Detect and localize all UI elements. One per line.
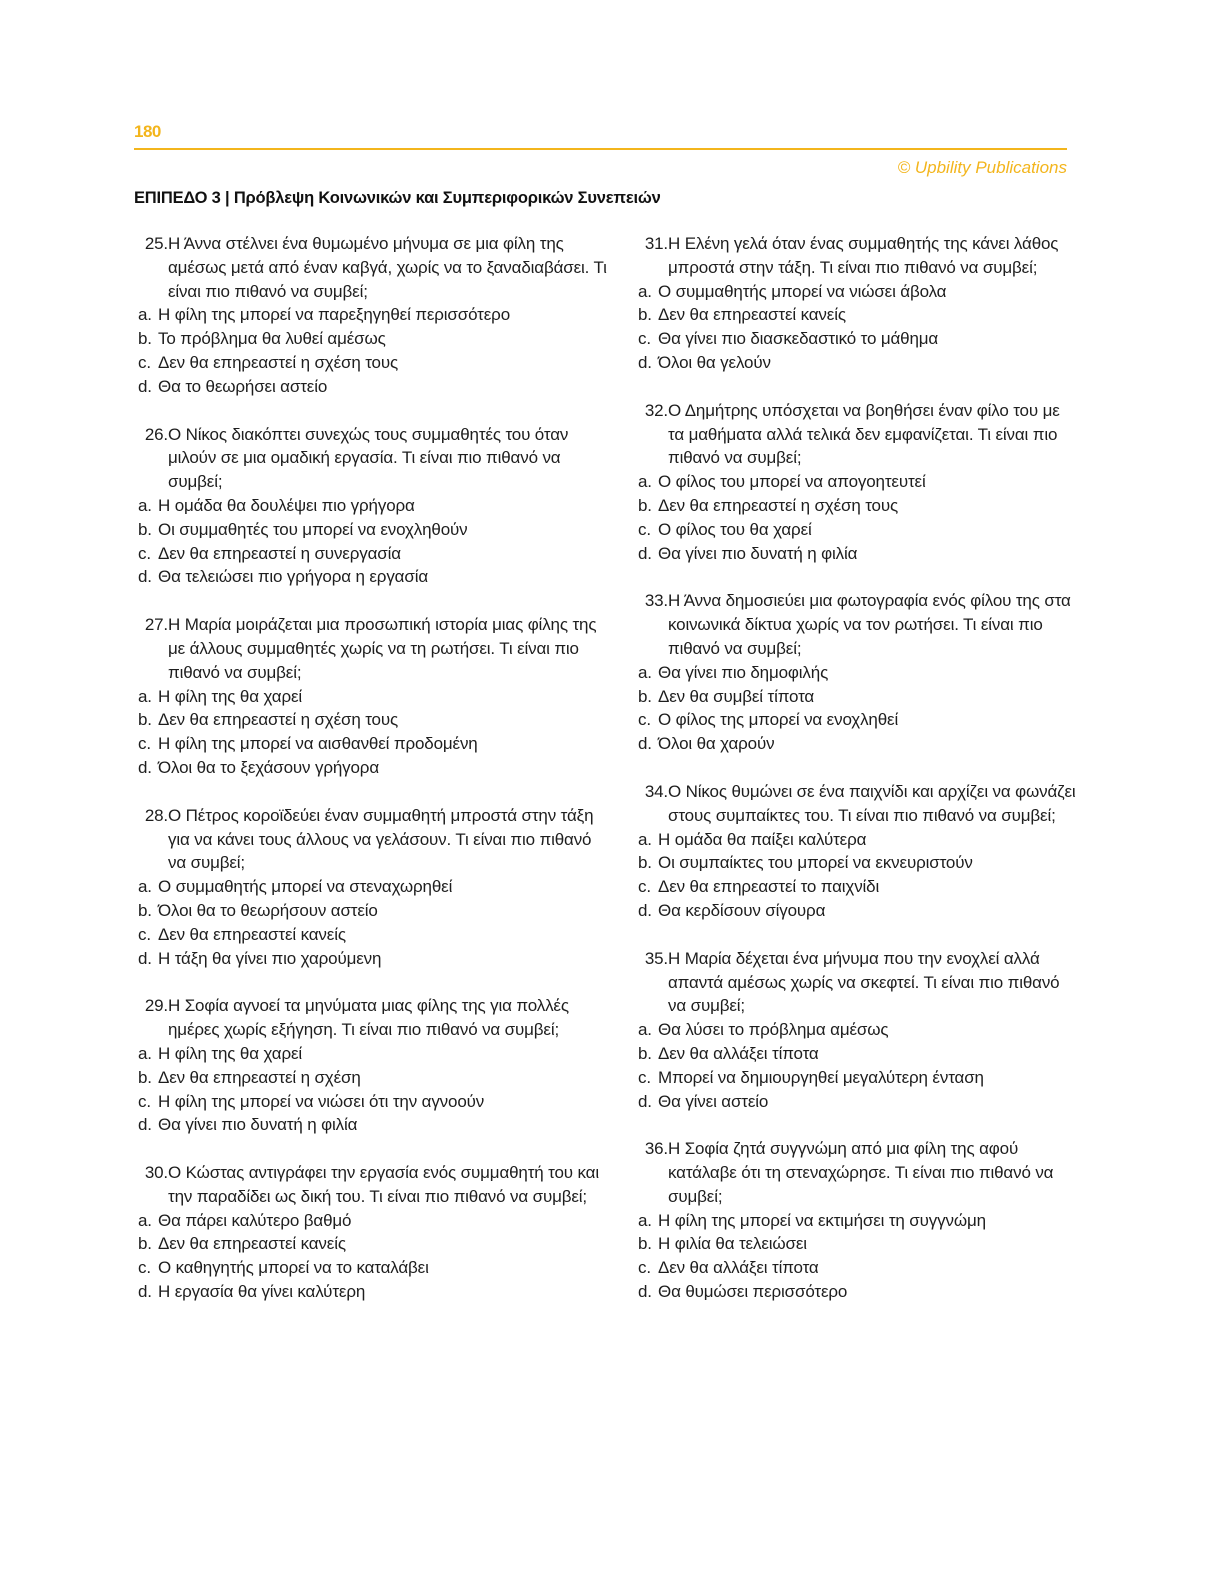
answer-option [138, 542, 608, 566]
answer-option [138, 923, 608, 947]
answer-option [138, 899, 608, 923]
option-text: Η φίλη της θα χαρεί [158, 1043, 303, 1063]
question-text: Η Άννα στέλνει ένα θυμωμένο μήνυμα σε μια φίλη της αμέσως μετά από έναν καβγά, χωρίς να το ξαναδιαβάσει. Τι είναι πιο πιθανό να συμβεί; [168, 234, 607, 301]
answer-option [138, 518, 608, 542]
answer-option [138, 565, 608, 589]
right-question-column [638, 232, 1078, 1328]
question-stem [138, 232, 608, 303]
answer-options [638, 1209, 1078, 1304]
option-text: Θα τελειώσει πιο γρήγορα η εργασία [158, 567, 429, 587]
option-text: Όλοι θα το ξεχάσουν γρήγορα [158, 757, 380, 777]
option-text: Θα λύσει το πρόβλημα αμέσως [658, 1020, 889, 1040]
option-letter: a. [638, 472, 652, 492]
question-text: Η Μαρία δέχεται ένα μήνυμα που την ενοχλεί αλλά απαντά αμέσως χωρίς να σκεφτεί. Τι είναι πιο πιθανό να συμβεί; [668, 948, 1060, 1016]
option-text: Μπορεί να δημιουργηθεί μεγαλύτερη ένταση [658, 1067, 984, 1087]
option-text: Θα το θεωρήσει αστείο [158, 376, 328, 396]
question-text: Η Σοφία ζητά συγγνώμη από μια φίλη της αφού κατάλαβε ότι τη στεναχώρησε. Τι είναι πιο πιθανό να συμβεί; [668, 1139, 1054, 1206]
option-letter: a. [638, 662, 652, 682]
option-letter: a. [138, 305, 152, 325]
option-letter: c. [638, 877, 651, 897]
option-text: Η φιλία θα τελειώσει [658, 1234, 807, 1254]
option-text: Η φίλη της μπορεί να εκτιμήσει τη συγγνώμη [658, 1210, 986, 1230]
answer-option [638, 1280, 1078, 1304]
option-text: Δεν θα επηρεαστεί η σχέση [158, 1067, 361, 1087]
answer-options [138, 1209, 608, 1304]
question-number: 29. [144, 996, 168, 1016]
answer-option [638, 851, 1078, 875]
option-letter: b. [638, 1043, 652, 1063]
option-letter: a. [138, 877, 152, 897]
question-number: 31. [644, 234, 668, 253]
option-letter: b. [638, 305, 652, 325]
option-text: Ο συμμαθητής μπορεί να στεναχωρηθεί [158, 877, 453, 897]
option-text: Ο καθηγητής μπορεί να το καταλάβει [158, 1258, 429, 1278]
option-text: Η φίλη της μπορεί να νιώσει ότι την αγνοούν [158, 1091, 485, 1111]
question-number: 35. [644, 948, 668, 968]
option-text: Θα πάρει καλύτερο βαθμό [158, 1210, 352, 1230]
answer-option [638, 1256, 1078, 1280]
answer-option [138, 375, 608, 399]
option-letter: d. [138, 376, 152, 396]
option-letter: b. [138, 900, 152, 920]
answer-option [138, 947, 608, 971]
answer-option [638, 470, 1078, 494]
option-text: Ο φίλος της μπορεί να ενοχληθεί [658, 710, 899, 730]
option-letter: d. [638, 352, 652, 372]
question-stem [638, 947, 1078, 1018]
option-letter: c. [638, 710, 651, 730]
question-item [138, 994, 608, 1137]
question-text: Ο Δημήτρης υπόσχεται να βοηθήσει έναν φίλο του με τα μαθήματα αλλά τελικά δεν εμφανίζεται. Τι είναι πιο πιθανό να συμβεί; [668, 400, 1060, 468]
answer-option [138, 351, 608, 375]
option-letter: c. [138, 734, 151, 754]
answer-options [138, 685, 608, 780]
option-text: Οι συμπαίκτες του μπορεί να εκνευριστούν [658, 853, 973, 873]
question-item [638, 947, 1078, 1114]
question-item [638, 780, 1078, 923]
answer-options [138, 494, 608, 589]
option-letter: d. [138, 757, 152, 777]
option-letter: a. [138, 686, 152, 706]
answer-option [138, 1232, 608, 1256]
header-rule [134, 148, 1067, 150]
option-letter: c. [638, 329, 651, 349]
question-stem [138, 1161, 608, 1209]
page-number: 180 [134, 122, 161, 141]
answer-option [638, 542, 1078, 566]
option-text: Θα γίνει πιο δημοφιλής [658, 662, 829, 682]
question-number: 36. [644, 1139, 668, 1159]
option-text: Θα γίνει αστείο [658, 1091, 769, 1111]
option-text: Δεν θα επηρεαστεί η σχέση τους [158, 352, 399, 372]
option-letter: c. [138, 352, 151, 372]
answer-option [638, 1042, 1078, 1066]
option-letter: d. [638, 1091, 652, 1111]
answer-option [138, 875, 608, 899]
question-stem [638, 232, 1078, 280]
question-number: 25. [144, 234, 168, 253]
answer-options [638, 828, 1078, 923]
question-text: Η Μαρία μοιράζεται μια προσωπική ιστορία μιας φίλης της με άλλους συμμαθητές χωρίς να τη ρωτήσει. Τι είναι πιο πιθανό να συμβεί; [168, 615, 597, 682]
answer-option [638, 1209, 1078, 1233]
question-stem [638, 399, 1078, 470]
question-number: 32. [644, 400, 668, 420]
answer-option [138, 1090, 608, 1114]
option-letter: b. [138, 1234, 152, 1254]
question-stem [638, 780, 1078, 828]
option-text: Ο φίλος του θα χαρεί [658, 519, 812, 539]
answer-option [138, 708, 608, 732]
option-letter: c. [638, 519, 651, 539]
option-letter: c. [138, 1258, 151, 1278]
answer-option [138, 327, 608, 351]
question-item [638, 399, 1078, 566]
option-text: Θα θυμώσει περισσότερο [658, 1282, 848, 1302]
answer-options [638, 1018, 1078, 1113]
answer-options [638, 280, 1078, 375]
answer-options [638, 661, 1078, 756]
question-stem [138, 423, 608, 494]
answer-option [138, 303, 608, 327]
question-item [638, 589, 1078, 756]
answer-option [638, 1090, 1078, 1114]
answer-option [638, 899, 1078, 923]
option-text: Δεν θα επηρεαστεί κανείς [658, 305, 846, 325]
question-item [638, 1137, 1078, 1304]
answer-option [138, 494, 608, 518]
option-letter: d. [638, 1282, 652, 1302]
answer-option [638, 1018, 1078, 1042]
option-text: Όλοι θα γελούν [658, 352, 771, 372]
left-question-column [138, 232, 608, 1328]
option-text: Δεν θα αλλάξει τίποτα [658, 1258, 819, 1278]
option-text: Οι συμμαθητές του μπορεί να ενοχληθούν [158, 519, 468, 539]
option-text: Δεν θα επηρεαστεί κανείς [158, 924, 346, 944]
option-letter: a. [138, 495, 152, 515]
answer-option [638, 732, 1078, 756]
option-letter: a. [638, 829, 652, 849]
question-item [138, 232, 608, 399]
option-letter: b. [138, 710, 152, 730]
option-text: Η ομάδα θα παίξει καλύτερα [658, 829, 867, 849]
answer-option [638, 351, 1078, 375]
question-stem [138, 613, 608, 684]
option-letter: d. [138, 948, 152, 968]
option-letter: c. [638, 1067, 651, 1087]
question-text: Ο Νίκος διακόπτει συνεχώς τους συμμαθητές του όταν μιλούν σε μια ομαδική εργασία. Τι είναι πιο πιθανό να συμβεί; [168, 424, 569, 492]
option-text: Η εργασία θα γίνει καλύτερη [158, 1282, 366, 1302]
option-text: Το πρόβλημα θα λυθεί αμέσως [158, 329, 386, 349]
option-text: Δεν θα επηρεαστεί η συνεργασία [158, 543, 401, 563]
answer-option [138, 1209, 608, 1233]
question-number: 34. [644, 781, 668, 801]
option-letter: c. [138, 1091, 151, 1111]
option-letter: d. [638, 734, 652, 754]
option-text: Δεν θα αλλάξει τίποτα [658, 1043, 819, 1063]
option-text: Δεν θα επηρεαστεί κανείς [158, 1234, 346, 1254]
copyright-notice: © Upbility Publications [897, 158, 1067, 177]
question-item [138, 804, 608, 971]
option-letter: d. [638, 900, 652, 920]
option-letter: d. [638, 543, 652, 563]
answer-option [638, 327, 1078, 351]
question-number: 33. [644, 591, 668, 611]
section-title: ΕΠΙΠΕΔΟ 3 | Πρόβλεψη Κοινωνικών και Συμπεριφορικών Συνεπειών [134, 189, 661, 207]
question-text: Η Άννα δημοσιεύει μια φωτογραφία ενός φίλου της στα κοινωνικά δίκτυα χωρίς να τον ρωτήσει. Τι είναι πιο πιθανό να συμβεί; [668, 591, 1071, 658]
answer-option [138, 1280, 608, 1304]
question-item [638, 232, 1078, 375]
answer-option [638, 828, 1078, 852]
option-text: Θα γίνει πιο δυνατή η φιλία [658, 543, 858, 563]
answer-option [638, 685, 1078, 709]
option-letter: a. [638, 1210, 652, 1230]
question-number: 30. [144, 1163, 168, 1183]
answer-option [138, 1256, 608, 1280]
question-stem [638, 589, 1078, 660]
question-text: Ο Νίκος θυμώνει σε ένα παιχνίδι και αρχίζει να φωνάζει στους συμπαίκτες του. Τι είναι πιο πιθανό να συμβεί; [668, 781, 1076, 825]
answer-option [638, 1066, 1078, 1090]
question-item [138, 1161, 608, 1304]
option-text: Όλοι θα χαρούν [658, 734, 775, 754]
question-number: 28. [144, 805, 168, 825]
question-text: Η Ελένη γελά όταν ένας συμμαθητής της κάνει λάθος μπροστά στην τάξη. Τι είναι πιο πιθανό να συμβεί; [668, 234, 1059, 277]
question-item [138, 423, 608, 590]
answer-option [638, 518, 1078, 542]
option-letter: c. [138, 543, 151, 563]
option-text: Δεν θα επηρεαστεί το παιχνίδι [658, 877, 880, 897]
answer-option [638, 494, 1078, 518]
question-text: Ο Κώστας αντιγράφει την εργασία ενός συμμαθητή του και την παραδίδει ως δική του. Τι είναι πιο πιθανό να συμβεί; [168, 1163, 599, 1206]
option-letter: c. [138, 924, 151, 944]
option-letter: b. [638, 853, 652, 873]
option-letter: b. [638, 495, 652, 515]
answer-options [138, 303, 608, 398]
question-stem [138, 804, 608, 875]
option-letter: c. [638, 1258, 651, 1278]
option-letter: a. [138, 1210, 152, 1230]
option-letter: a. [638, 1020, 652, 1040]
option-text: Η τάξη θα γίνει πιο χαρούμενη [158, 948, 382, 968]
option-text: Δεν θα συμβεί τίποτα [658, 686, 815, 706]
option-text: Ο συμμαθητής μπορεί να νιώσει άβολα [658, 281, 947, 301]
answer-options [138, 1042, 608, 1137]
option-text: Η φίλη της θα χαρεί [158, 686, 303, 706]
question-number: 26. [144, 424, 168, 444]
question-stem [638, 1137, 1078, 1208]
option-letter: b. [138, 329, 152, 349]
option-letter: a. [138, 1043, 152, 1063]
option-text: Θα γίνει πιο διασκεδαστικό το μάθημα [658, 329, 939, 349]
question-number: 27. [144, 615, 168, 635]
answer-option [138, 1066, 608, 1090]
answer-option [638, 708, 1078, 732]
option-text: Η φίλη της μπορεί να αισθανθεί προδομένη [158, 734, 478, 754]
option-text: Θα γίνει πιο δυνατή η φιλία [158, 1115, 358, 1135]
answer-options [138, 875, 608, 970]
answer-option [638, 1232, 1078, 1256]
option-letter: d. [138, 1282, 152, 1302]
option-letter: a. [638, 281, 652, 301]
answer-option [638, 661, 1078, 685]
option-text: Θα κερδίσουν σίγουρα [658, 900, 826, 920]
option-letter: b. [638, 1234, 652, 1254]
answer-option [638, 280, 1078, 304]
question-text: Ο Πέτρος κοροϊδεύει έναν συμμαθητή μπροστά στην τάξη για να κάνει τους άλλους να γελάσουν. Τι είναι πιο πιθανό να συμβεί; [168, 805, 594, 873]
option-letter: d. [138, 567, 152, 587]
option-text: Δεν θα επηρεαστεί η σχέση τους [158, 710, 399, 730]
answer-options [638, 470, 1078, 565]
option-letter: d. [138, 1115, 152, 1135]
option-letter: b. [138, 519, 152, 539]
question-text: Η Σοφία αγνοεί τα μηνύματα μιας φίλης της για πολλές ημέρες χωρίς εξήγηση. Τι είναι πιο πιθανό να συμβεί; [168, 996, 569, 1040]
answer-option [638, 875, 1078, 899]
answer-option [138, 1113, 608, 1137]
answer-option [138, 1042, 608, 1066]
option-text: Η φίλη της μπορεί να παρεξηγηθεί περισσότερο [158, 305, 510, 325]
question-item [138, 613, 608, 780]
option-text: Ο φίλος του μπορεί να απογοητευτεί [658, 472, 926, 492]
option-letter: b. [638, 686, 652, 706]
option-text: Δεν θα επηρεαστεί η σχέση τους [658, 495, 899, 515]
question-stem [138, 994, 608, 1042]
option-text: Η ομάδα θα δουλέψει πιο γρήγορα [158, 495, 415, 515]
option-text: Όλοι θα το θεωρήσουν αστείο [158, 900, 378, 920]
answer-option [138, 732, 608, 756]
option-letter: b. [138, 1067, 152, 1087]
answer-option [638, 303, 1078, 327]
answer-option [138, 756, 608, 780]
answer-option [138, 685, 608, 709]
